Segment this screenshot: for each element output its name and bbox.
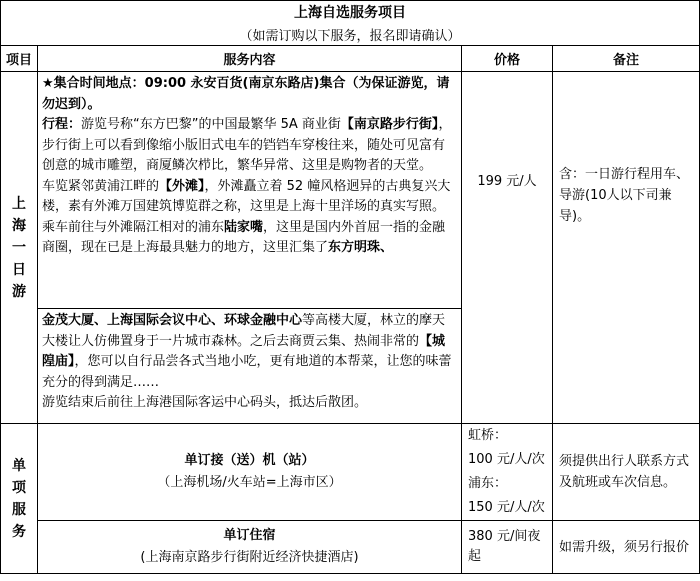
itinerary-paragraph-3 bbox=[42, 311, 457, 393]
highlight-oriental-pearl: 东方明珠、 bbox=[328, 240, 394, 255]
day-tour-category bbox=[1, 72, 38, 424]
category-char: 单 bbox=[12, 457, 26, 474]
itinerary-text: ，您可以自行品尝各式当地小吃，更有地道的本帮菜，让您的味蕾充分的得到满足…… bbox=[42, 354, 452, 390]
transfer-subtitle: （上海机场/火车站=上海市区） bbox=[157, 475, 342, 490]
itinerary-text: 游览号称“东方巴黎”的中国最繁华 5A 商业街 bbox=[81, 117, 341, 132]
itinerary-text: ，步行街上可以看到像缩小版旧式电车的铛铛车穿梭往来，随处可见富有创意的城市雕塑，商厦鳞次栉比，繁华异常、这里是购物者的天堂。 bbox=[42, 117, 452, 173]
itinerary-label: 行程： bbox=[42, 117, 82, 132]
transfer-title: 单订接（送）机（站） bbox=[184, 453, 315, 468]
category-char: 海 bbox=[12, 217, 26, 234]
highlight-towers: 金茂大厦、上海国际会议中心、环球金融中心 bbox=[42, 313, 303, 328]
highlight-bund: 【外滩】 bbox=[159, 178, 205, 194]
highlight-lujiazui: 陆家嘴 bbox=[224, 219, 264, 235]
category-char: 日 bbox=[12, 261, 26, 278]
page-title: 上海自选服务项目 bbox=[1, 1, 700, 24]
transfer-price-line: 100 元/人/次 bbox=[468, 452, 545, 467]
column-header-price: 价格 bbox=[462, 46, 553, 72]
column-header-note: 备注 bbox=[553, 46, 700, 72]
transfer-price bbox=[462, 424, 553, 521]
hotel-row bbox=[1, 521, 700, 574]
transfer-price-line: 150 元/人/次 bbox=[468, 500, 545, 515]
itinerary-text: ，这里是国内外首屈一指的金融商圈，现在已是上海最具魅力的地方，这里汇集了 bbox=[42, 219, 446, 255]
transfer-row bbox=[1, 424, 700, 521]
itinerary-paragraph-1 bbox=[42, 115, 457, 177]
itinerary-text: 车览紧邻黄浦江畔的 bbox=[42, 178, 160, 194]
highlight-city-god-temple: 【城隍庙】 bbox=[42, 333, 446, 369]
day-tour-content bbox=[38, 72, 462, 309]
day-tour-note: 含：一日游行程用车、导游(10人以下司兼导)。 bbox=[553, 72, 700, 424]
category-char: 游 bbox=[12, 283, 26, 300]
transfer-service bbox=[38, 424, 462, 521]
meeting-info: ★集合时间地点：09:00 永安百货(南京东路店)集合（为保证游览，请勿迟到）。 bbox=[42, 76, 450, 112]
table-header-row bbox=[1, 46, 700, 72]
transfer-note: 须提供出行人联系方式及航班或车次信息。 bbox=[553, 424, 700, 521]
category-char: 服 bbox=[12, 501, 26, 518]
category-char: 上 bbox=[12, 195, 26, 212]
day-tour-price: 199 元/人 bbox=[462, 72, 553, 424]
highlight-nanjing-road: 【南京路步行街】 bbox=[340, 117, 439, 132]
transfer-price-line: 浦东： bbox=[468, 476, 508, 491]
itinerary-text: ，外滩矗立着 52 幢风格迥异的古典复兴大楼，素有外滩万国建筑博览群之称，这里是上海十里洋场的真实写照。乘车前往与外滩隔江相对的浦东 bbox=[42, 178, 451, 235]
hotel-subtitle: (上海南京路步行街附近经济快捷酒店) bbox=[140, 550, 359, 565]
hotel-service bbox=[38, 521, 462, 574]
itinerary-paragraph-2 bbox=[42, 177, 457, 259]
itinerary-paragraph-4: 游览结束后前往上海港国际客运中心码头，抵达后散团。 bbox=[42, 395, 368, 410]
day-tour-row bbox=[1, 72, 700, 309]
hotel-price: 380 元/间夜起 bbox=[462, 521, 553, 574]
itinerary-text: 等高楼大厦，林立的摩天大楼让人仿佛置身于一片城市森林。之后去商贾云集、热闹非常的 bbox=[42, 313, 446, 349]
hotel-title: 单订住宿 bbox=[223, 528, 276, 543]
category-char: 务 bbox=[12, 523, 26, 540]
category-char: 一 bbox=[12, 239, 26, 256]
day-tour-content-continued bbox=[38, 309, 462, 424]
column-header-content: 服务内容 bbox=[38, 46, 462, 72]
hotel-note: 如需升级，须另行报价 bbox=[553, 521, 700, 574]
transfer-price-line: 虹桥： bbox=[468, 428, 508, 443]
page-subtitle: （如需订购以下服务，报名即请确认） bbox=[1, 23, 700, 46]
column-header-item: 项目 bbox=[1, 46, 38, 72]
single-service-category bbox=[1, 424, 38, 574]
category-char: 项 bbox=[12, 479, 26, 496]
